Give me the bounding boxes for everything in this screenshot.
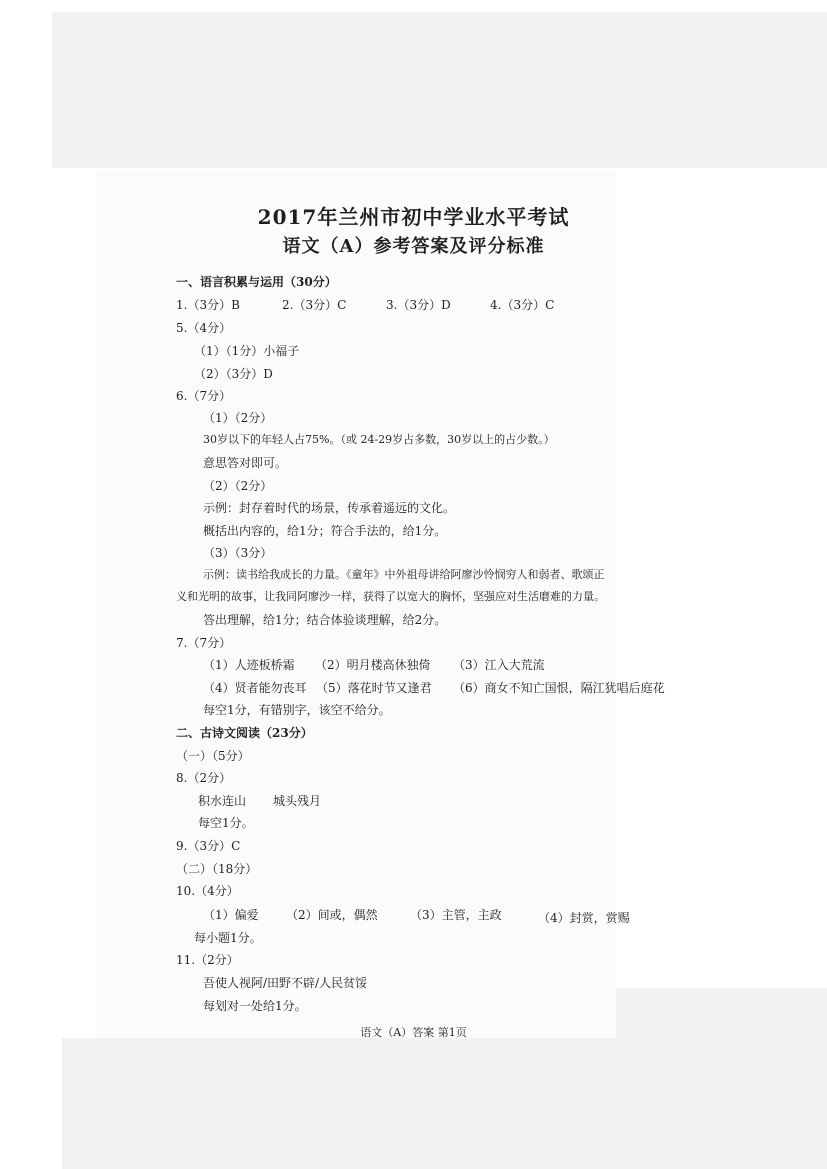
section-heading: 一、语言积累与运用（30分） bbox=[176, 275, 337, 289]
answer-q1: 1.（3分）B bbox=[176, 298, 240, 312]
answer-line: （1）（1分）小福子 bbox=[194, 344, 300, 358]
answer-q9: 9.（3分）C bbox=[176, 839, 241, 853]
answer-line: （5）落花时节又逢君 bbox=[316, 681, 432, 695]
answer-q3: 3.（3分）D bbox=[386, 298, 451, 312]
answer-line: 每小题1分。 bbox=[194, 931, 262, 945]
question-number: 11.（2分） bbox=[176, 953, 239, 967]
answer-line: 示例：封存着时代的场景，传承着遥远的文化。 bbox=[203, 501, 456, 515]
answer-line: 吾使人视阿/田野不辟/人民贫馁 bbox=[203, 976, 368, 990]
answer-line: （1）偏爱 bbox=[203, 908, 259, 922]
question-number: 6.（7分） bbox=[176, 389, 232, 403]
answer-q4: 4.（3分）C bbox=[490, 298, 555, 312]
answer-line: 每划对一处给1分。 bbox=[203, 999, 307, 1013]
question-number: 5.（4分） bbox=[176, 321, 232, 335]
question-number: 7.（7分） bbox=[176, 636, 232, 650]
answer-line: （4）贤者能勿丧耳 bbox=[203, 681, 307, 695]
answer-line: （2）明月楼高休独倚 bbox=[315, 658, 431, 672]
answer-line: （2）（2分） bbox=[203, 479, 273, 493]
answer-line: 积水连山 bbox=[198, 794, 247, 808]
section-heading: 二、古诗文阅读（23分） bbox=[176, 726, 313, 740]
scan-background-top bbox=[52, 12, 827, 168]
page-footer: 语文（A）答案 第1页 bbox=[360, 1026, 467, 1039]
answer-line: （3）（3分） bbox=[203, 546, 273, 560]
answer-line: （3）主管，主政 bbox=[410, 908, 502, 922]
scan-background-bottom bbox=[62, 1038, 827, 1169]
subsection-heading: （一）（5分） bbox=[176, 749, 250, 763]
answer-line: （3）江入大荒流 bbox=[453, 658, 545, 672]
answer-line: （1）人迹板桥霜 bbox=[203, 658, 295, 672]
answer-q2: 2.（3分）C bbox=[282, 298, 347, 312]
answer-line: 示例：读书给我成长的力量。《童年》中外祖母讲给阿廖沙怜悯穷人和弱者、歌颂正 bbox=[203, 568, 605, 581]
answer-line: 城头残月 bbox=[273, 794, 322, 808]
document-subtitle: 语文（A）参考答案及评分标准 bbox=[282, 236, 545, 257]
answer-line: （2）（3分）D bbox=[194, 367, 273, 381]
answer-line: 概括出内容的，给1分；符合手法的，给1分。 bbox=[203, 524, 447, 538]
answer-line: 30岁以下的年轻人占75%。（或 24-29岁占多数，30岁以上的占少数。） bbox=[203, 433, 555, 446]
answer-line: （1）（2分） bbox=[203, 411, 273, 425]
answer-line: （4）封赏，赏赐 bbox=[538, 911, 630, 925]
question-number: 8.（2分） bbox=[176, 771, 232, 785]
answer-line: 每空1分，有错别字，该空不给分。 bbox=[203, 703, 391, 717]
subsection-heading: （二）（18分） bbox=[176, 862, 258, 876]
answer-line: （6）商女不知亡国恨，隔江犹唱后庭花 bbox=[453, 681, 665, 695]
answer-line: 义和光明的故事，让我同阿廖沙一样，获得了以宽大的胸怀，坚强应对生活磨难的力量。 bbox=[176, 590, 605, 603]
answer-line: 意思答对即可。 bbox=[203, 456, 288, 470]
document-title: 2017年兰州市初中学业水平考试 bbox=[257, 205, 570, 229]
question-number: 10.（4分） bbox=[176, 884, 239, 898]
answer-line: 每空1分。 bbox=[198, 816, 254, 830]
answer-line: 答出理解，给1分；结合体验谈理解，给2分。 bbox=[203, 613, 447, 627]
answer-line: （2）间或，偶然 bbox=[286, 908, 378, 922]
